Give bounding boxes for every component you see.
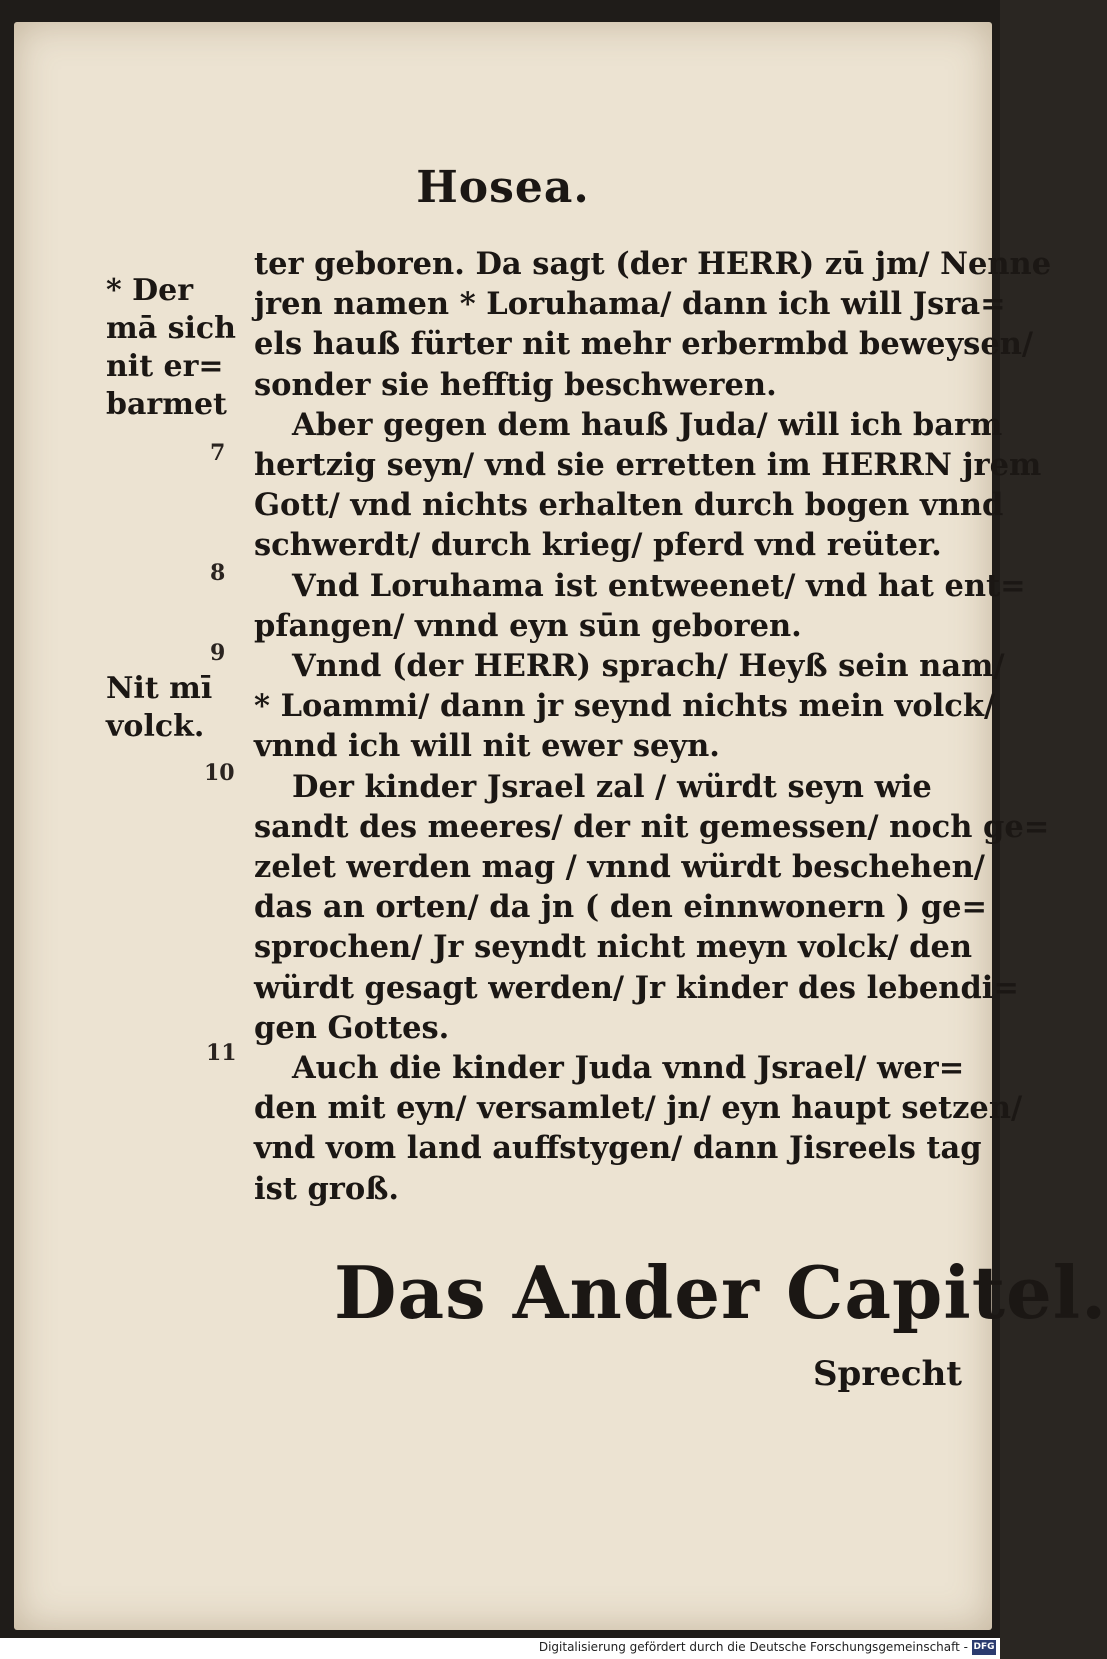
footer-credit: Digitalisierung gefördert durch die Deutsche Forschungsgemeinschaft - — [538, 1640, 968, 1654]
text-line: Aber gegen dem hauß Juda/ will ich barm — [292, 406, 1003, 443]
margin-note-line: volck. — [106, 709, 205, 744]
text-line: Vnnd (der HERR) sprach/ Heyß sein nam/ — [292, 648, 1005, 685]
text-line: sandt des meeres/ der nit gemessen/ noch ge= — [254, 808, 1050, 845]
text-line: sprochen/ Jr seyndt nicht meyn volck/ den — [254, 929, 973, 966]
text-line: els hauß fürter nit mehr erbermbd beweysen/ — [254, 326, 1034, 363]
text-line: ter geboren. Da sagt (der HERR) zū jm/ Nenne — [254, 246, 1052, 282]
text-line: das an orten/ da jn ( den einnwonern ) ge= — [254, 889, 988, 926]
verse-number-8: 8 — [210, 560, 226, 586]
margin-note-line: mā sich — [106, 311, 236, 346]
text-line: würdt gesagt werden/ Jr kinder des lebendi= — [254, 969, 1019, 1006]
verse-number-11: 11 — [206, 1040, 237, 1066]
verse-number-7: 7 — [210, 440, 226, 466]
text-line: sonder sie hefftig beschweren. — [254, 366, 777, 403]
catchword: Sprecht — [813, 1354, 962, 1394]
text-line: jren namen * Loruhama/ dann ich will Jsra= — [254, 286, 1006, 323]
text-line: * Loammi/ dann jr seynd nichts mein volck/ — [254, 688, 996, 725]
text-line: vnnd ich will nit ewer seyn. — [254, 728, 720, 765]
margin-note-line: barmet — [106, 387, 227, 422]
margin-note-line: nit er= — [106, 349, 224, 384]
text-line: Vnd Loruhama ist entweenet/ vnd hat ent= — [292, 567, 1026, 604]
text-line: Auch die kinder Juda vnnd Jsrael/ wer= — [292, 1050, 965, 1087]
text-line: Der kinder Jsrael zal / würdt seyn wie — [292, 768, 932, 805]
margin-note-line: * Der — [106, 273, 194, 308]
footer-bar — [0, 1638, 1000, 1659]
margin-note-line: Nit mī — [106, 671, 213, 706]
text-line: Gott/ vnd nichts erhalten durch bogen vnnd — [254, 487, 1004, 524]
text-line: gen Gottes. — [254, 1009, 450, 1046]
text-line: schwerdt/ durch krieg/ pferd vnd reüter. — [254, 527, 942, 564]
text-line: pfangen/ vnnd eyn sūn geboren. — [254, 607, 802, 644]
verse-number-10: 10 — [204, 760, 235, 786]
margin-note-2 — [106, 670, 246, 746]
body-text — [254, 244, 1052, 1209]
dfg-logo: DFG — [972, 1640, 996, 1655]
text-line: vnd vom land auffstygen/ dann Jisreels tag — [254, 1130, 982, 1167]
verse-number-9: 9 — [210, 640, 226, 666]
text-line: hertzig seyn/ vnd sie erretten im HERRN jrem — [254, 447, 1042, 484]
book-page — [14, 22, 1107, 1630]
running-head: Hosea. — [416, 162, 590, 213]
text-line: ist groß. — [254, 1170, 399, 1207]
text-line: den mit eyn/ versamlet/ jn/ eyn haupt setzen/ — [254, 1090, 1023, 1127]
chapter-heading: Das Ander Capitel. — [334, 1250, 1107, 1335]
text-line: zelet werden mag / vnnd würdt beschehen/ — [254, 849, 985, 886]
margin-note-1 — [106, 272, 246, 424]
